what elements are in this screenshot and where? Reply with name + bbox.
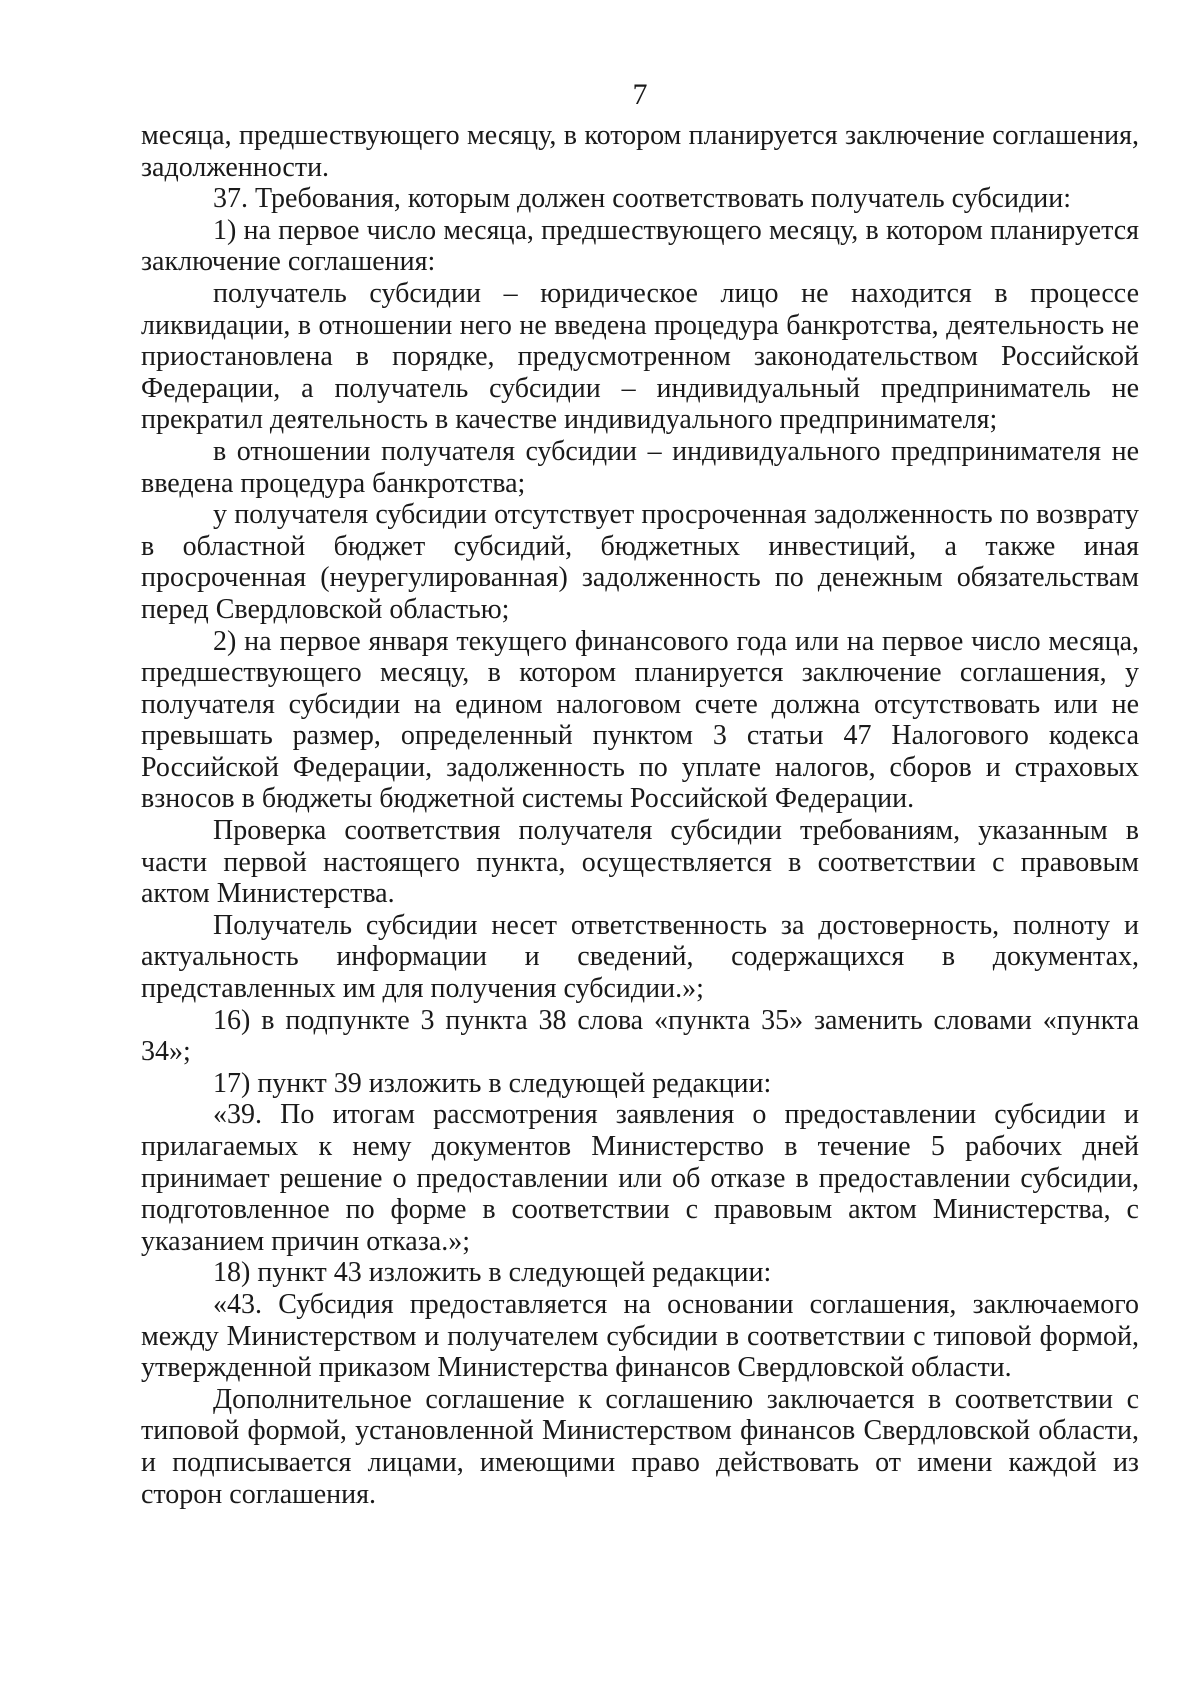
paragraph-verification: Проверка соответствия получателя субсидии требованиям, указанным в части первой настоящего пункта, осуществляется в соответствии с правовым актом Министерства. xyxy=(141,815,1139,910)
document-body xyxy=(141,120,1139,1510)
paragraph-item-43: «43. Субсидия предоставляется на основании соглашения, заключаемого между Министерством и получателем субсидии в соответствии с типовой формой, утвержденной приказом Министерства финансов Свердловской области. xyxy=(141,1288,1139,1384)
paragraph-subitem-1: 1) на первое число месяца, предшествующего месяцу, в котором планируется заключение соглашения: xyxy=(141,214,1139,278)
paragraph-item-37: 37. Требования, которым должен соответствовать получатель субсидии: xyxy=(213,183,1072,215)
paragraph-item-18: 18) пункт 43 изложить в следующей редакции: xyxy=(213,1257,772,1289)
paragraph-continuation: месяца, предшествующего месяцу, в котором планируется заключение соглашения, задолженности. xyxy=(141,120,1139,183)
paragraph-item-16: 16) в подпункте 3 пункта 38 слова «пункта 35» заменить словами «пункта 34»; xyxy=(141,1004,1139,1068)
paragraph-item-17: 17) пункт 39 изложить в следующей редакции: xyxy=(213,1067,772,1099)
paragraph-debt: у получателя субсидии отсутствует просроченная задолженность по возврату в областной бюджет субсидий, бюджетных инвестиций, а также иная просроченная (неурегулированная) задолженность по денежным обязательствам перед Свердловской областью; xyxy=(141,499,1139,625)
paragraph-item-39: «39. По итогам рассмотрения заявления о предоставлении субсидии и прилагаемых к нему документов Министерство в течение 5 рабочих дней принимает решение о предоставлении или об отказе в предоставлении субсидии, подготовленное по форме в соответствии с правовым актом Министерства, с указанием причин отказа.»; xyxy=(141,1099,1139,1257)
paragraph-entrepreneur: в отношении получателя субсидии – индивидуального предпринимателя не введена процедура банкротства; xyxy=(141,435,1139,499)
paragraph-subitem-2: 2) на первое января текущего финансового года или на первое число месяца, предшествующего месяцу, в котором планируется заключение соглашения, у получателя субсидии на едином налоговом счете должна отсутствовать или не превышать размер, определенный пунктом 3 статьи 47 Налогового кодекса Российской Федерации, задолженность по уплате налогов, сборов и страховых взносов в бюджеты бюджетной системы Российской Федерации. xyxy=(141,625,1139,815)
paragraph-responsibility: Получатель субсидии несет ответственность за достоверность, полноту и актуальность информации и сведений, содержащихся в документах, представленных им для получения субсидии.»; xyxy=(141,909,1139,1005)
page-number: 7 xyxy=(632,78,648,111)
paragraph-additional-agreement: Дополнительное соглашение к соглашению заключается в соответствии с типовой формой, установленной Министерством финансов Свердловской области, и подписывается лицами, имеющими право действовать от имени каждой из сторон соглашения. xyxy=(141,1383,1139,1510)
paragraph-legal-entity: получатель субсидии – юридическое лицо не находится в процессе ликвидации, в отношении него не введена процедура банкротства, деятельность не приостановлена в порядке, предусмотренном законодательством Российской Федерации, а получатель субсидии – индивидуальный предприниматель не прекратил деятельность в качестве индивидуального предпринимателя; xyxy=(141,277,1139,436)
